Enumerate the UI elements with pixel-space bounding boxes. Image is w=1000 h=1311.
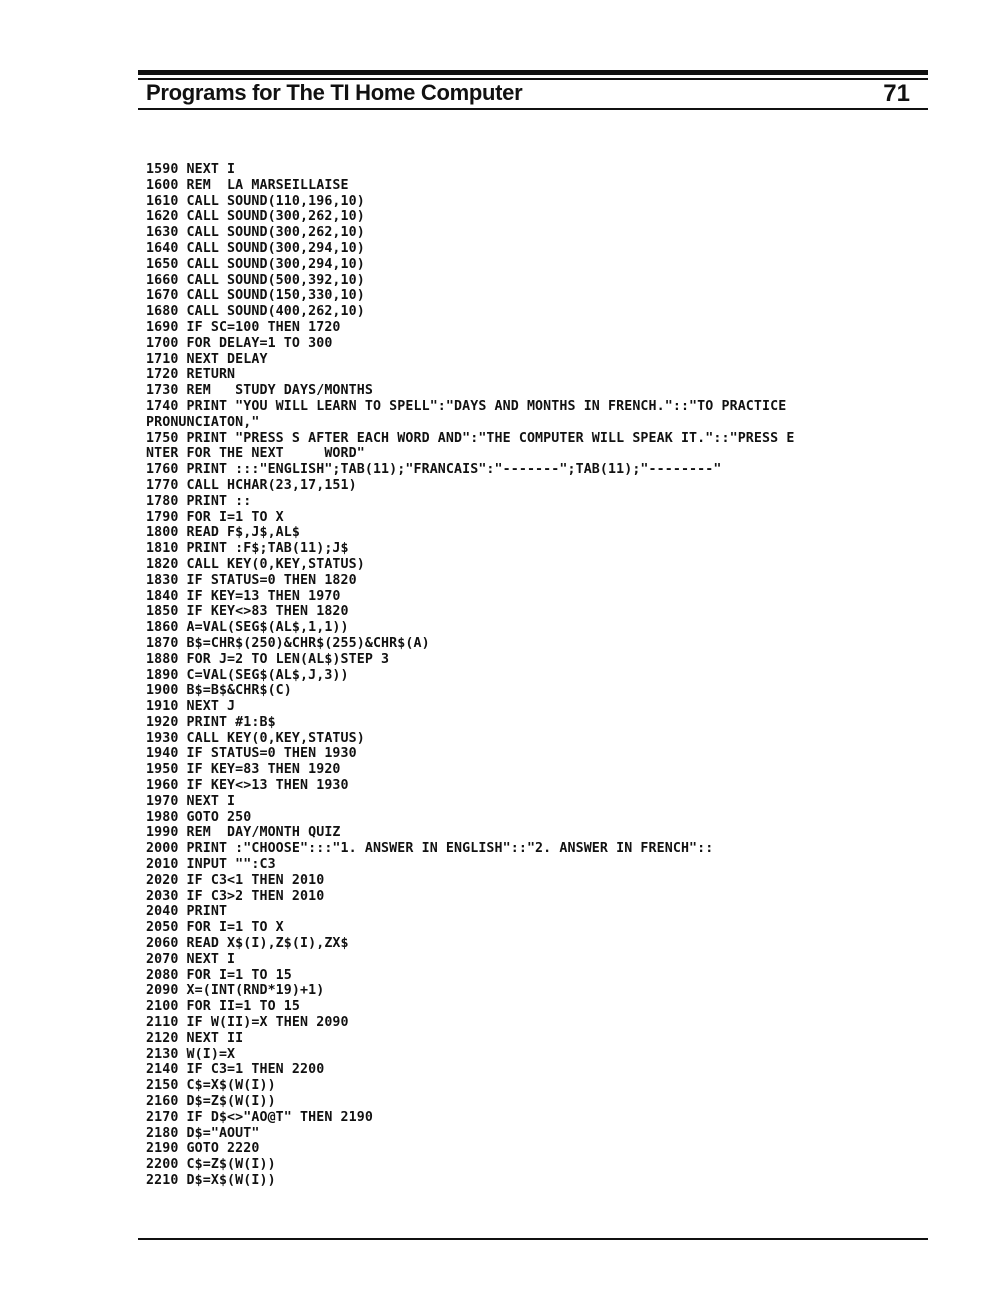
page-number: 71: [883, 80, 910, 107]
code-line: 1640 CALL SOUND(300,294,10): [146, 240, 365, 256]
code-line: 1970 NEXT I: [146, 793, 236, 809]
header-underline: [138, 108, 928, 110]
code-line: 1790 FOR I=1 TO X: [146, 509, 284, 525]
code-line: 2210 D$=X$(W(I)): [146, 1173, 276, 1188]
code-line: 2170 IF D$<>"AO@T" THEN 2190: [146, 1109, 373, 1125]
program-listing: [146, 162, 916, 1189]
code-line: 1890 C=VAL(SEG$(AL$,J,3)): [146, 667, 349, 683]
code-line: 1930 CALL KEY(0,KEY,STATUS): [146, 730, 365, 746]
code-line: 2100 FOR II=1 TO 15: [146, 999, 301, 1015]
code-line: 1720 RETURN: [146, 367, 236, 383]
code-line: 1770 CALL HCHAR(23,17,151): [146, 477, 357, 493]
code-line: 1780 PRINT ::: [146, 493, 252, 509]
footer-rule: [138, 1238, 928, 1240]
code-line: 1610 CALL SOUND(110,196,10): [146, 193, 365, 209]
code-line: 1760 PRINT :::"ENGLISH";TAB(11);"FRANCAIS":"-------";TAB(11);"--------": [146, 462, 722, 478]
code-line: 2150 C$=X$(W(I)): [146, 1078, 276, 1094]
code-line: 2000 PRINT :"CHOOSE":::"1. ANSWER IN ENGLISH"::"2. ANSWER IN FRENCH"::: [146, 841, 714, 857]
code-line: 1910 NEXT J: [146, 699, 236, 715]
code-line: 2200 C$=Z$(W(I)): [146, 1157, 276, 1173]
code-line: 1730 REM STUDY DAYS/MONTHS: [146, 383, 373, 399]
code-line: 1700 FOR DELAY=1 TO 300: [146, 335, 333, 351]
code-line: 1650 CALL SOUND(300,294,10): [146, 256, 365, 272]
code-line: 2070 NEXT I: [146, 951, 236, 967]
code-line: 1710 NEXT DELAY: [146, 351, 268, 367]
code-line: 2040 PRINT: [146, 904, 228, 920]
code-line: 1840 IF KEY=13 THEN 1970: [146, 588, 341, 604]
code-line: 1820 CALL KEY(0,KEY,STATUS): [146, 556, 365, 572]
code-line: 1980 GOTO 250: [146, 809, 252, 825]
code-line: 1810 PRINT :F$;TAB(11);J$: [146, 541, 349, 557]
header-rule-thick: [138, 70, 928, 75]
code-line: 2130 W(I)=X: [146, 1046, 236, 1062]
code-line: 1950 IF KEY=83 THEN 1920: [146, 762, 341, 778]
code-line: 1600 REM LA MARSEILLAISE: [146, 177, 349, 193]
code-line: 1920 PRINT #1:B$: [146, 714, 276, 730]
code-line: 1590 NEXT I: [146, 162, 236, 177]
code-line: 2020 IF C3<1 THEN 2010: [146, 872, 325, 888]
code-line: 1750 PRINT "PRESS S AFTER EACH WORD AND":"THE COMPUTER WILL SPEAK IT."::"PRESS E: [146, 430, 795, 446]
code-line: 2060 READ X$(I),Z$(I),ZX$: [146, 936, 349, 952]
code-line: 1740 PRINT "YOU WILL LEARN TO SPELL":"DAYS AND MONTHS IN FRENCH."::"TO PRACTICE: [146, 398, 787, 414]
code-line: 1900 B$=B$&CHR$(C): [146, 683, 292, 699]
book-title: Programs for The TI Home Computer: [146, 80, 523, 105]
code-line: 2030 IF C3>2 THEN 2010: [146, 888, 325, 904]
code-line: 1990 REM DAY/MONTH QUIZ: [146, 825, 341, 841]
code-line: 2080 FOR I=1 TO 15: [146, 967, 292, 983]
code-line: 2010 INPUT "":C3: [146, 857, 276, 873]
code-line: 1960 IF KEY<>13 THEN 1930: [146, 778, 349, 794]
code-line: 2190 GOTO 2220: [146, 1141, 260, 1157]
code-line: 1830 IF STATUS=0 THEN 1820: [146, 572, 357, 588]
code-line: 1800 READ F$,J$,AL$: [146, 525, 301, 541]
code-line: 1860 A=VAL(SEG$(AL$,1,1)): [146, 620, 349, 636]
code-line: 1660 CALL SOUND(500,392,10): [146, 272, 365, 288]
code-line: 2050 FOR I=1 TO X: [146, 920, 284, 936]
code-line: 1880 FOR J=2 TO LEN(AL$)STEP 3: [146, 651, 390, 667]
code-line: 2180 D$="AOUT": [146, 1125, 260, 1141]
code-line: 1670 CALL SOUND(150,330,10): [146, 288, 365, 304]
code-line: 1690 IF SC=100 THEN 1720: [146, 319, 341, 335]
code-line: 1940 IF STATUS=0 THEN 1930: [146, 746, 357, 762]
code-line: 2090 X=(INT(RND*19)+1): [146, 983, 325, 999]
code-line: 1620 CALL SOUND(300,262,10): [146, 209, 365, 225]
code-line: 2160 D$=Z$(W(I)): [146, 1094, 276, 1110]
code-line: NTER FOR THE NEXT WORD": [146, 446, 365, 462]
code-line: 2140 IF C3=1 THEN 2200: [146, 1062, 325, 1078]
code-line: 1630 CALL SOUND(300,262,10): [146, 225, 365, 241]
code-line: PRONUNCIATON,": [146, 414, 260, 430]
code-line: 1850 IF KEY<>83 THEN 1820: [146, 604, 349, 620]
code-line: 1680 CALL SOUND(400,262,10): [146, 304, 365, 320]
code-line: 1870 B$=CHR$(250)&CHR$(255)&CHR$(A): [146, 635, 430, 651]
code-line: 2110 IF W(II)=X THEN 2090: [146, 1015, 349, 1031]
code-line: 2120 NEXT II: [146, 1030, 244, 1046]
